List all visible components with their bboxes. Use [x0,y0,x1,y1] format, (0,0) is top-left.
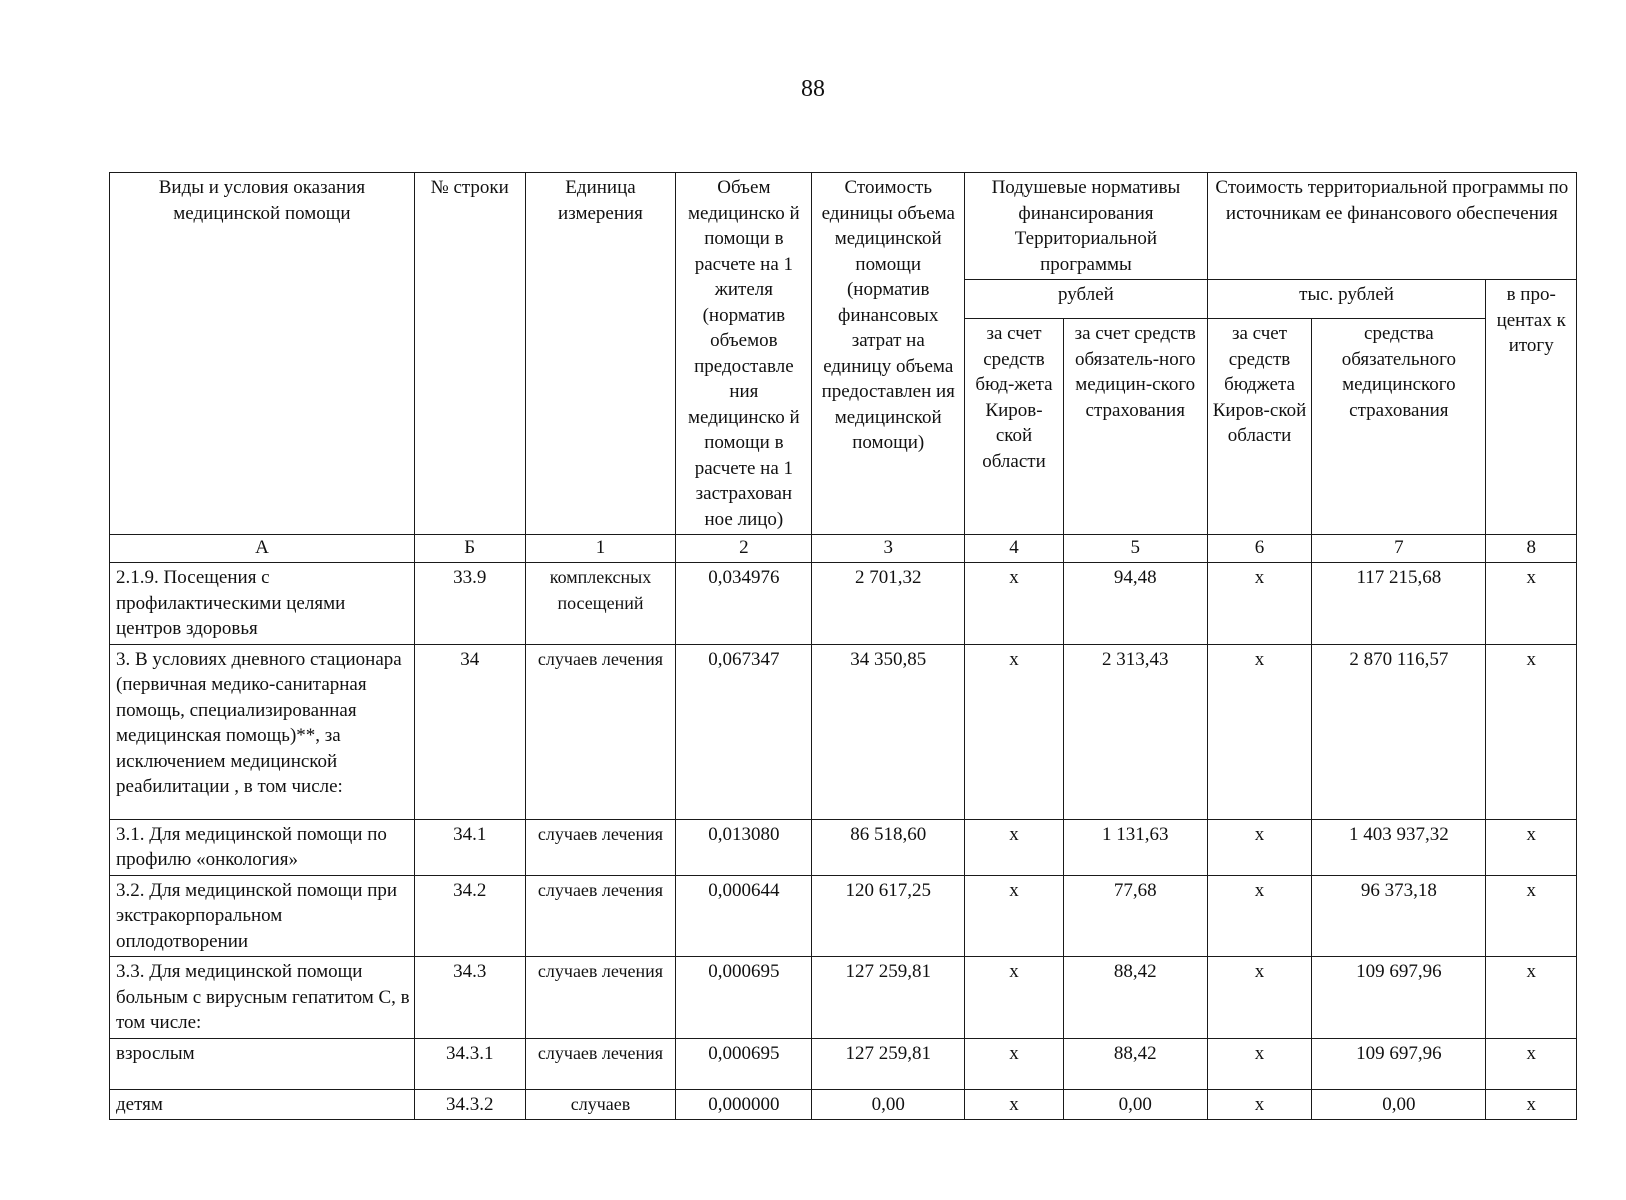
table-body [110,563,1577,1120]
row-unit: случаев лечения [525,1038,676,1089]
header-unit: Единица измерения [525,173,676,535]
row-cost-budget: х [1207,1089,1312,1120]
row-name: 3.3. Для медицинской помощи больным с вирусным гепатитом С, в том числе: [110,957,415,1039]
row-percent: х [1486,1038,1577,1089]
row-cost-budget: х [1207,563,1312,645]
row-pc-oms: 0,00 [1063,1089,1207,1120]
row-unit-cost: 86 518,60 [812,819,965,875]
row-unit: случаев лечения [525,819,676,875]
header-unit-cost: Стоимость единицы объема медицинской помощи (норматив финансовых затрат на единицу объема предоставлен ия медицинской помощи) [812,173,965,535]
table-row [110,875,1577,957]
row-cost-budget: х [1207,1038,1312,1089]
header-services: Виды и условия оказания медицинской помощи [110,173,415,535]
column-number: 5 [1063,535,1207,563]
row-percent: х [1486,644,1577,819]
row-pc-oms: 2 313,43 [1063,644,1207,819]
row-line-number: 33.9 [414,563,525,645]
row-unit-cost: 127 259,81 [812,1038,965,1089]
row-unit-cost: 120 617,25 [812,875,965,957]
header-cost-budget: за счет средств бюджета Киров-ской области [1207,319,1312,535]
row-percent: х [1486,957,1577,1039]
header-pc-oms: за счет средств обязатель-ного медицин-ского страхования [1063,319,1207,535]
header-percent: в про-центах к итогу [1486,280,1577,535]
row-pc-budget: х [965,563,1064,645]
row-name: детям [110,1089,415,1120]
table-row [110,819,1577,875]
row-name: 3. В условиях дневного стационара (первичная медико-санитарная помощь, специализированная медицинская помощь)**, за исключением медицинской реабилитации , в том числе: [110,644,415,819]
row-cost-oms: 2 870 116,57 [1312,644,1486,819]
header-pc-budget: за счет средств бюд-жета Киров-ской области [965,319,1064,535]
column-number: 4 [965,535,1064,563]
row-line-number: 34.3.1 [414,1038,525,1089]
row-volume: 0,067347 [676,644,812,819]
page-number: 88 [801,76,825,102]
row-percent: х [1486,875,1577,957]
row-name: 2.1.9. Посещения с профилактическими целями центров здоровья [110,563,415,645]
row-cost-oms: 1 403 937,32 [1312,819,1486,875]
row-cost-oms: 96 373,18 [1312,875,1486,957]
column-number-row [110,535,1577,563]
row-line-number: 34.2 [414,875,525,957]
financing-table [109,172,1577,1120]
row-volume: 0,013080 [676,819,812,875]
row-cost-oms: 117 215,68 [1312,563,1486,645]
row-unit: случаев лечения [525,957,676,1039]
column-number: 3 [812,535,965,563]
table-row [110,1038,1577,1089]
header-cost-group: Стоимость территориальной программы по источникам ее финансового обеспечения [1207,173,1576,280]
column-number: 2 [676,535,812,563]
row-cost-oms: 0,00 [1312,1089,1486,1120]
row-unit-cost: 2 701,32 [812,563,965,645]
column-number: 8 [1486,535,1577,563]
row-pc-oms: 77,68 [1063,875,1207,957]
row-pc-oms: 1 131,63 [1063,819,1207,875]
row-pc-budget: х [965,1038,1064,1089]
row-percent: х [1486,819,1577,875]
column-number: А [110,535,415,563]
header-unit-thousand-rub: тыс. рублей [1207,280,1486,319]
row-pc-oms: 88,42 [1063,957,1207,1039]
row-line-number: 34.1 [414,819,525,875]
column-number: 6 [1207,535,1312,563]
row-pc-budget: х [965,875,1064,957]
row-cost-budget: х [1207,819,1312,875]
row-unit: случаев лечения [525,875,676,957]
row-percent: х [1486,1089,1577,1120]
row-name: взрослым [110,1038,415,1089]
column-number: 1 [525,535,676,563]
row-unit: комплексных посещений [525,563,676,645]
header-unit-rub: рублей [965,280,1207,319]
row-pc-budget: х [965,644,1064,819]
header-volume: Объем медицинско й помощи в расчете на 1 жителя (норматив объемов предоставле ния медицинско й помощи в расчете на 1 застрахован ное лицо) [676,173,812,535]
row-line-number: 34.3.2 [414,1089,525,1120]
row-volume: 0,034976 [676,563,812,645]
row-line-number: 34.3 [414,957,525,1039]
row-cost-budget: х [1207,957,1312,1039]
row-percent: х [1486,563,1577,645]
row-volume: 0,000695 [676,1038,812,1089]
row-cost-oms: 109 697,96 [1312,1038,1486,1089]
table-row [110,1089,1577,1120]
table-header [110,173,1577,563]
row-unit: случаев [525,1089,676,1120]
row-unit-cost: 127 259,81 [812,957,965,1039]
row-pc-budget: х [965,1089,1064,1120]
header-per-capita-group: Подушевые нормативы финансирования Территориальной программы [965,173,1207,280]
row-name: 3.1. Для медицинской помощи по профилю «онкология» [110,819,415,875]
table-row [110,644,1577,819]
header-line-number: № строки [414,173,525,535]
row-unit-cost: 0,00 [812,1089,965,1120]
row-line-number: 34 [414,644,525,819]
row-name: 3.2. Для медицинской помощи при экстракорпоральном оплодотворении [110,875,415,957]
table-row [110,563,1577,645]
row-cost-oms: 109 697,96 [1312,957,1486,1039]
row-unit: случаев лечения [525,644,676,819]
row-pc-oms: 94,48 [1063,563,1207,645]
row-cost-budget: х [1207,875,1312,957]
row-pc-budget: х [965,819,1064,875]
row-volume: 0,000000 [676,1089,812,1120]
column-number: Б [414,535,525,563]
row-pc-oms: 88,42 [1063,1038,1207,1089]
table-row [110,957,1577,1039]
column-number: 7 [1312,535,1486,563]
row-cost-budget: х [1207,644,1312,819]
row-unit-cost: 34 350,85 [812,644,965,819]
row-volume: 0,000644 [676,875,812,957]
header-cost-oms: средства обязательного медицинского страхования [1312,319,1486,535]
row-volume: 0,000695 [676,957,812,1039]
row-pc-budget: х [965,957,1064,1039]
